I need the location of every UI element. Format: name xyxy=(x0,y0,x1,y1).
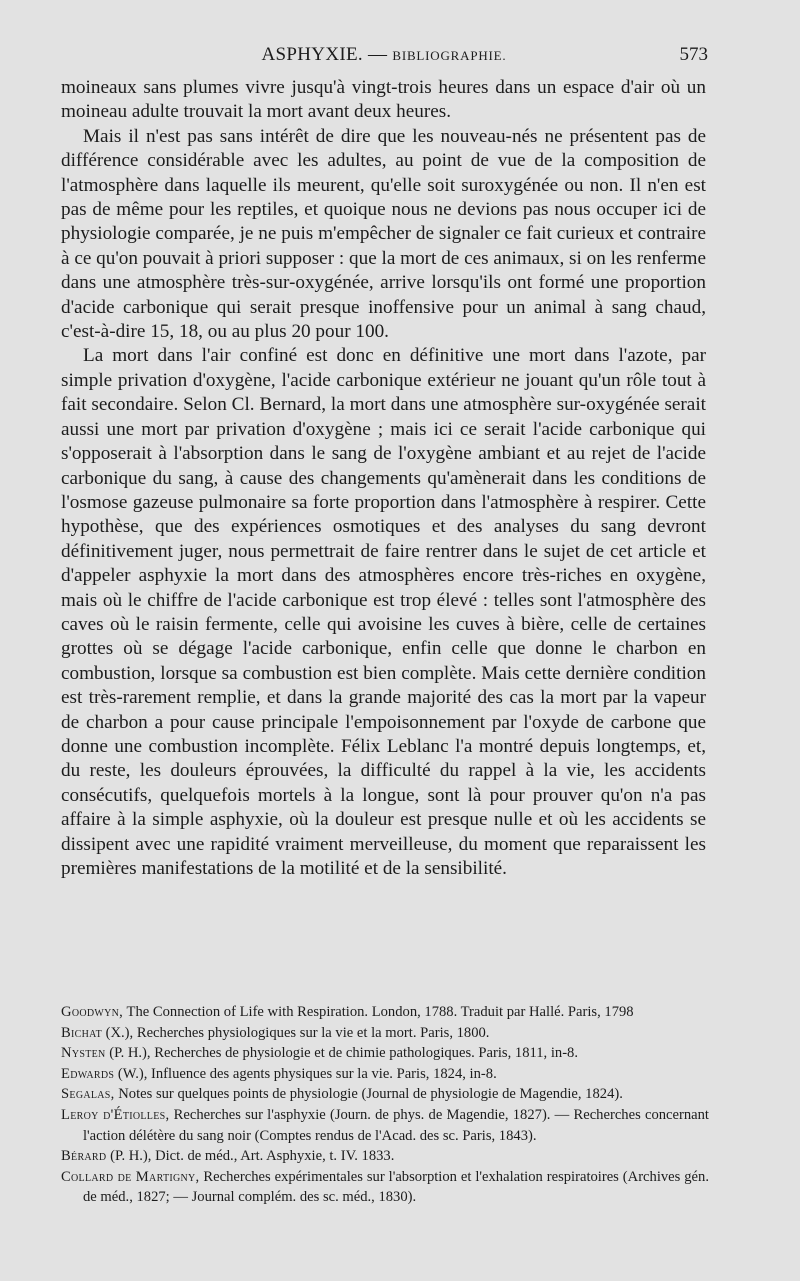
entry-text: (X.), Recherches physiologiques sur la vie et la mort. Paris, 1800. xyxy=(101,1024,490,1041)
entry-text: (W.), Influence des agents physiques sur la vie. Paris, 1824, in-8. xyxy=(114,1065,497,1082)
entry-text: Notes sur quelques points de physiologie (Journal de physiologie de Magendie, 1824). xyxy=(114,1086,623,1103)
bibliography-entry xyxy=(61,1167,709,1208)
entry-text: (P. H.), Recherches de physiologie et de chimie pathologiques. Paris, 1811, in-8. xyxy=(105,1045,579,1062)
paragraph: La mort dans l'air confiné est donc en définitive une mort dans l'azote, par simple privation d'oxygène, l'acide carbonique extérieur ne jouant qu'un rôle tout à fait secondaire. Selon Cl. Bernard, la mort dans une atmosphère sur-oxygénée serait aussi une mort par privation d'oxygène ; mais ici ce serait l'acide carbonique qui s'opposerait à l'absorption dans le sang de l'oxygène ambiant et au rejet de l'acide carbonique du sang, à cause des changements qu'amènerait dans les conditions de l'osmose gazeuse pulmonaire sa forte proportion dans l'atmosphère à respirer. Cette hypothèse, que des expériences osmotiques et des analyses du sang devront définitivement juger, nous permettrait de faire rentrer dans le sujet de cet article et d'appeler asphyxie la mort dans des atmosphères encore très-riches en oxygène, mais où le chiffre de l'acide carbonique est trop élevé : telles sont l'atmosphère des caves où le raisin fermente, celle qui avoisine les cuves à bière, celle de certaines grottes où se dégage l'acide carbonique, enfin celle que donne le charbon en combustion, lorsque sa combustion est bien complète. Mais cette dernière condition est très-rarement remplie, et dans la grande majorité des cas la mort par la vapeur de charbon a pour cause principale l'empoisonnement par l'oxyde de carbone que donne une combustion incomplète. Félix Leblanc l'a montré depuis longtemps, et, du reste, les douleurs éprouvées, la difficulté du rappel à la vie, les accidents consécutifs, quelquefois mortels à la longue, sont là pour prouver qu'on n'a pas affaire à la simple asphyxie, où la douleur est presque nulle et où les accidents se dissipent avec une rapidité vraiment merveilleuse, du moment que reparaissent les premières manifestations de la motilité et de la sensibilité. xyxy=(61,345,706,879)
main-text xyxy=(61,76,706,881)
entry-text: The Connection of Life with Respiration. London, 1788. Traduit par Hallé. Paris, 1798 xyxy=(123,1004,634,1020)
bibliography-entry xyxy=(61,1043,709,1064)
entry-author: Goodwyn, xyxy=(61,1004,124,1020)
bibliography-entry xyxy=(61,1146,709,1167)
entry-author: Bichat xyxy=(61,1024,102,1041)
entry-text: Recherches sur l'asphyxie (Journ. de phys. de Magendie, 1827). — Recherches concernant l'action délétère du sang noir (Comptes rendus de l'Acad. des sc. Paris, 1843). xyxy=(83,1106,709,1144)
bibliography-entry xyxy=(61,1023,709,1044)
bibliography xyxy=(61,1002,709,1208)
entry-author: Leroy d'Étiolles, xyxy=(61,1106,170,1123)
bibliography-entry xyxy=(61,1105,709,1146)
paragraph: moineaux sans plumes vivre jusqu'à vingt-trois heures dans un espace d'air où un moineau adulte trouvait la mort avant deux heures. xyxy=(61,77,706,123)
running-title xyxy=(60,44,708,66)
running-header xyxy=(60,44,708,72)
entry-author: Bérard xyxy=(61,1148,107,1165)
bibliography-entry xyxy=(61,1002,709,1023)
bibliography-entry xyxy=(61,1064,709,1085)
header-separator: — xyxy=(362,44,393,65)
header-title: ASPHYXIE. xyxy=(261,44,363,65)
page-number: 573 xyxy=(679,44,708,65)
entry-author: Nysten xyxy=(61,1045,106,1062)
entry-text: (P. H.), Dict. de méd., Art. Asphyxie, t. IV. 1833. xyxy=(106,1148,395,1165)
entry-author: Collard de Martigny, xyxy=(61,1168,200,1185)
entry-author: Segalas, xyxy=(61,1086,115,1103)
entry-text: Recherches expérimentales sur l'absorption et l'exhalation respiratoires (Archives gén. de méd., 1827; — Journal complém. des sc. méd., 1830). xyxy=(83,1168,709,1206)
header-section: BIBLIOGRAPHIE. xyxy=(392,48,507,63)
paragraph: Mais il n'est pas sans intérêt de dire que les nouveau-nés ne présentent pas de différence considérable avec les adultes, au point de vue de la composition de l'atmosphère dans laquelle ils meurent, qu'elle soit suroxygénée ou non. Il n'en est pas de même pour les reptiles, et quoique nous ne devions pas nous occuper ici de physiologie comparée, je ne puis m'empêcher de signaler ce fait curieux et contraire à ce qu'on pouvait à priori supposer : que la mort de ces animaux, si on les renferme dans une atmosphère très-sur-oxygénée, arrive lorsqu'ils ont formé une proportion d'acide carbonique qui serait presque inoffensive pour un animal à sang chaud, c'est-à-dire 15, 18, ou au plus 20 pour 100. xyxy=(61,125,706,343)
bibliography-entry xyxy=(61,1084,709,1105)
entry-author: Edwards xyxy=(61,1065,115,1082)
